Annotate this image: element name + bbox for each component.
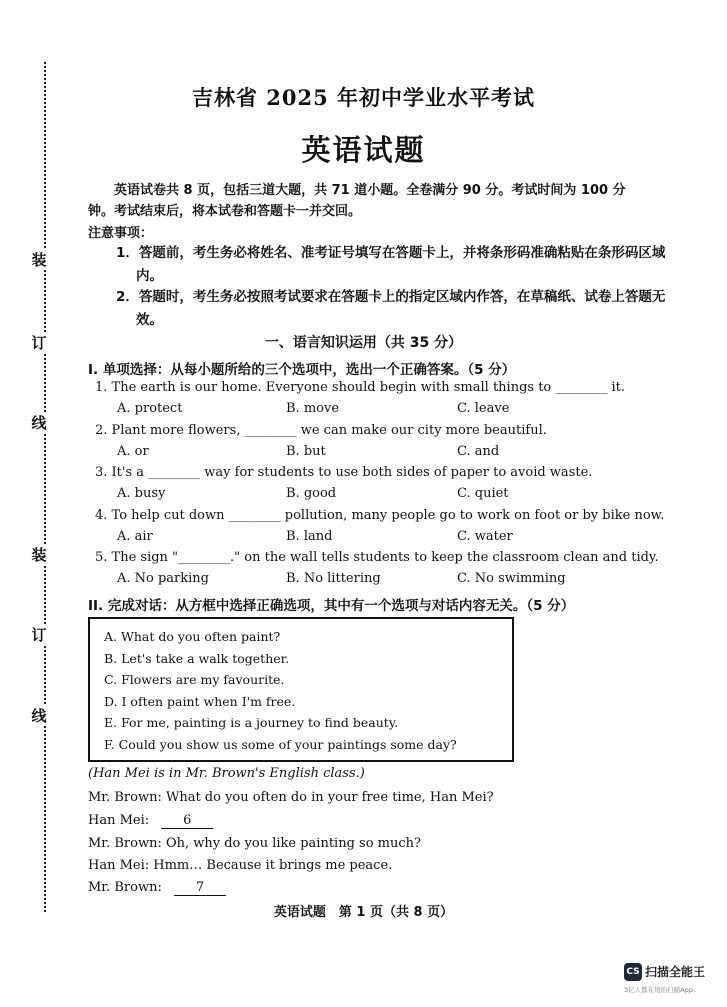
box-option: F. Could you show us some of your paintings some day? [104, 737, 457, 752]
binding-char: 装 [29, 545, 49, 565]
binding-dotted-line [44, 62, 46, 912]
binding-char: 线 [29, 706, 49, 726]
dialogue-line: Han Mei: Hmm… Because it brings me peace. [88, 858, 393, 873]
option-b: B. good [286, 486, 337, 501]
watermark-name: 扫描全能王 [645, 965, 706, 979]
box-option: E. For me, painting is a journey to find beauty. [104, 715, 399, 730]
answer-blank: 6 [161, 814, 213, 829]
option-c: C. leave [457, 401, 510, 416]
binding-char: 订 [29, 333, 49, 353]
option-c: C. and [457, 444, 500, 459]
question-stem: 2. Plant more flowers, ________ we can make our city more beautiful. [95, 423, 547, 438]
dialogue-line: Mr. Brown: Oh, why do you like painting so much? [88, 836, 421, 851]
option-b: B. but [286, 444, 326, 459]
box-option: D. I often paint when I'm free. [104, 694, 296, 709]
question-stem: 4. To help cut down ________ pollution, many people go to work on foot or by bike now. [95, 508, 665, 523]
dialogue-line [88, 880, 226, 896]
part-title: II. 完成对话：从方框中选择正确选项，其中有一个选项与对话内容无关。（5 分） [88, 598, 575, 614]
option-b: B. land [286, 529, 333, 544]
option-a: A. or [117, 444, 149, 459]
option-a: A. protect [117, 401, 183, 416]
section-title: 一、语言知识运用（共 35 分） [264, 335, 463, 351]
option-c: C. No swimming [457, 571, 566, 586]
binding-char: 装 [29, 250, 49, 270]
option-b: B. No littering [286, 571, 381, 586]
question-stem: 5. The sign "________." on the wall tells students to keep the classroom clean and tidy. [95, 550, 659, 565]
camscanner-logo-icon: CS [624, 963, 642, 981]
part-title: I. 单项选择：从每小题所给的三个选项中，选出一个正确答案。（5 分） [88, 362, 516, 378]
option-c: C. water [457, 529, 513, 544]
option-a: A. air [117, 529, 153, 544]
note-item: 2．答题时，考生务必按照考试要求在答题卡上的指定区域内作答，在草稿纸、试卷上答题无效。 [116, 289, 666, 328]
dialogue-line: Mr. Brown: What do you often do in your free time, Han Mei? [88, 790, 494, 805]
box-option: A. What do you often paint? [104, 629, 281, 644]
answer-blank: 7 [174, 881, 226, 896]
subject-title: 英语试题 [301, 133, 426, 167]
box-option: B. Let's take a walk together. [104, 651, 290, 666]
option-a: A. busy [117, 486, 166, 501]
question-stem: 3. It's a ________ way for students to use both sides of paper to avoid waste. [95, 465, 593, 480]
box-option: C. Flowers are my favourite. [104, 672, 285, 687]
binding-char: 线 [29, 413, 49, 433]
question-stem: 1. The earth is our home. Everyone should begin with small things to ________ it. [95, 380, 626, 395]
dialogue-line [88, 813, 213, 829]
page-footer: 英语试题 第 1 页（共 8 页） [273, 905, 454, 920]
binding-char: 订 [29, 625, 49, 645]
dialogue-context: (Han Mei is in Mr. Brown's English class.) [88, 766, 365, 781]
option-c: C. quiet [457, 486, 509, 501]
dialogue-speaker: Mr. Brown: [88, 880, 162, 895]
dialogue-speaker: Han Mei: [88, 813, 150, 828]
watermark-tagline: 3亿人都在用的扫描App [624, 986, 693, 994]
options-box [88, 617, 514, 762]
notes-title: 注意事项： [88, 226, 154, 241]
option-b: B. move [286, 401, 340, 416]
exam-title: 吉林省 2025 年初中学业水平考试 [191, 85, 536, 110]
exam-intro: 英语试卷共 8 页，包括三道大题，共 71 道小题。全卷满分 90 分。考试时间为 100 分钟。考试结束后，将本试卷和答题卡一并交回。 [88, 183, 626, 219]
option-a: A. No parking [117, 571, 210, 586]
note-item: 1．答题前，考生务必将姓名、准考证号填写在答题卡上，并将条形码准确粘贴在条形码区域内。 [116, 245, 666, 284]
